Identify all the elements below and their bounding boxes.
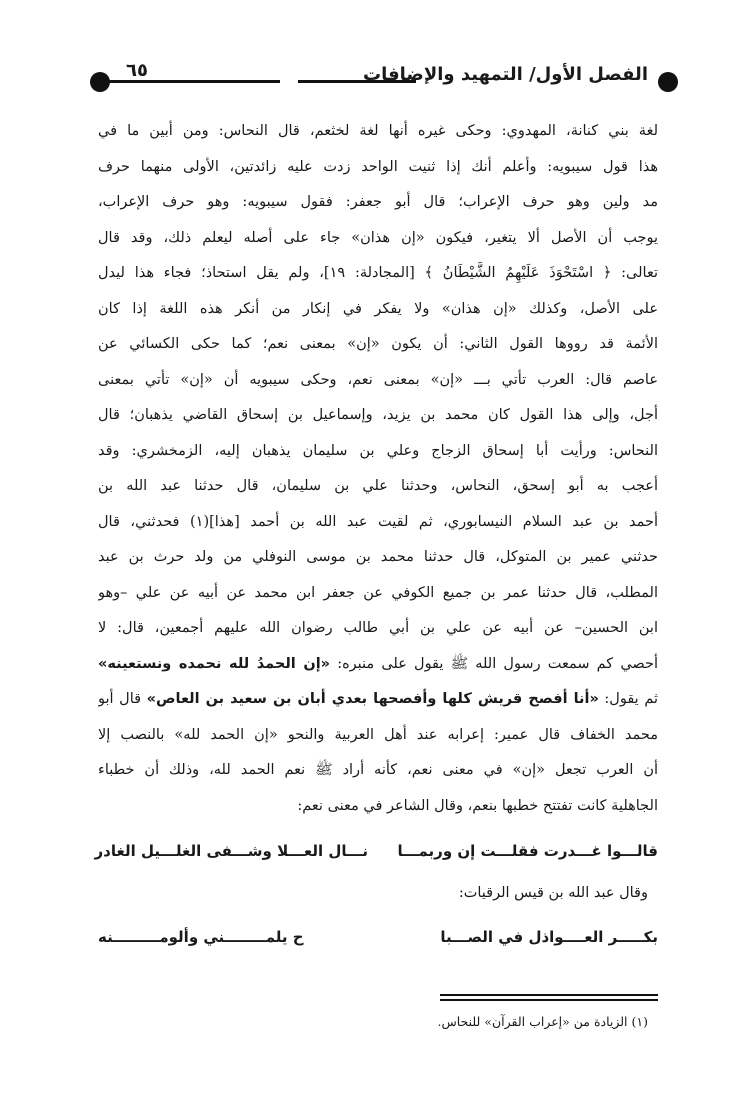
poetry-verse xyxy=(94,842,658,874)
text-line: عاصم قال: العرب تأتي بـــ «إن» بمعنى نعم، وحكى سيبويه أن «إن» تأتي بمعنى xyxy=(98,371,658,388)
text-line: النحاس: ورأيت أبا إسحاق الزجاج وعلي بن سليمان يذهبان إليه، الزمخشري: وقد xyxy=(98,442,658,459)
text-segment: أحصي كم سمعت رسول الله ﷺ يقول على منبره: xyxy=(330,655,658,672)
hadith-quote-bold: «أنا أفصح قريش كلها وأفصحها بعدي أبان بن سعيد بن العاص» xyxy=(146,691,599,707)
text-line: أجل، وإلى هذا القول كان محمد بن يزيد، وإسماعيل بن إسحاق القاضي يذهبان؛ قال xyxy=(98,407,658,423)
chapter-title: الفصل الأول/ التمهيد والإضافات xyxy=(363,64,648,85)
text-line: لغة بني كنانة، المهدوي: وحكى غيره أنها لغة لخثعم، قال النحاس: ومن أبين ما في xyxy=(98,123,658,139)
text-line: محمد الخفاف قال عمير: إعرابه عند أهل العربية والنحو «إن الحمد لله» بالنصب إلا xyxy=(98,726,658,743)
text-line: أعجب به أبو إسحق، النحاس، وحدثنا علي بن سليمان، قال حدثنا عبد الله بن xyxy=(98,478,658,494)
poet-attribution: وقال عبد الله بن قيس الرقيات: xyxy=(458,885,648,901)
verse-second-hemistich: نـــال العـــلا وشـــفى الغلـــيل الغادر xyxy=(94,842,368,860)
text-line: تعالى: ﴿ اسْتَحْوَذَ عَلَيْهِمُ الشَّيْطَانُ ﴾ [المجادلة: ١٩]، ولم يقل استحاذ؛ فجاء هذا ليدل xyxy=(98,265,658,281)
text-segment: ثم يقول: xyxy=(598,691,658,707)
text-line: هذا قول سيبويه: وأعلم أنك إذا ثنيت الواحد زدت عليه زائدتين، الأولى منهما حرف xyxy=(98,158,658,175)
text-line-hadith xyxy=(98,682,658,718)
text-line: أن العرب تجعل «إن» في معنى نعم، كأنه أراد ﷺ نعم الحمد لله، وذلك أن خطباء xyxy=(98,762,658,778)
header-ornament-dot-right xyxy=(658,72,678,92)
text-line: ابن الحسين– عن أبيه عن علي بن أبي طالب رضوان الله عليهم أجمعين، قال: لا xyxy=(98,620,658,636)
text-segment: قال أبو xyxy=(98,691,147,707)
text-line: أحمد بن عبد السلام النيسابوري، ثم لقيت عبد الله بن أحمد [هذا](١) فحدثني، قال xyxy=(98,513,658,530)
text-line: الأئمة قد رووها القول الثاني: أن يكون «إن» بمعنى نعم؛ كما حكى الكسائي عن xyxy=(98,336,658,352)
text-line: الجاهلية كانت تفتتح خطبها بنعم، وقال الشاعر في معنى نعم: xyxy=(297,797,658,814)
text-line: مد ولين وهو حرف الإعراب؛ قال أبو جعفر: فقول سيبويه: وهو حرف الإعراب، xyxy=(98,194,658,210)
page-number: ٦٥ xyxy=(126,60,148,81)
text-line: المطلب، قال حدثنا عمر بن جميع الكوفي عن جعفر ابن محمد عن أبيه عن علي –وهو xyxy=(98,584,658,601)
footnote: (١) الزيادة من «إعراب القرآن» للنحاس. xyxy=(437,1014,648,1029)
footnote-divider xyxy=(440,999,658,1001)
text-line: يوجب أن الأصل ألا يتغير، فيكون «إن هذان» جاء على أصله ليعلم ذلك، وقد قال xyxy=(98,229,658,246)
text-line: على الأصل، وكذلك «إن هذان» ولا يفكر في إنكار من أنكر هذه اللغة إذا كان xyxy=(98,300,658,317)
poetry-verse xyxy=(98,928,658,960)
verse-first-hemistich: قالـــوا غـــدرت فقلـــت إن وربمـــا xyxy=(397,842,658,860)
main-text xyxy=(98,114,658,824)
verse-first-hemistich: بكـــــر العــــواذل في الصـــبا xyxy=(440,928,658,946)
footnote-divider xyxy=(440,994,658,996)
text-line: حدثني عمير بن المتوكل، قال حدثنا محمد بن موسى النوفلي من ولد حرث بن عبد xyxy=(98,549,658,565)
header-ornament-dot-left xyxy=(90,72,110,92)
page-header xyxy=(88,60,678,100)
hadith-quote-bold: «إن الحمدُ لله نحمده ونستعينه» xyxy=(98,655,331,672)
text-line-hadith xyxy=(98,647,658,683)
verse-second-hemistich: ح يلمــــــــني وألومـــــــــنه xyxy=(98,928,304,946)
